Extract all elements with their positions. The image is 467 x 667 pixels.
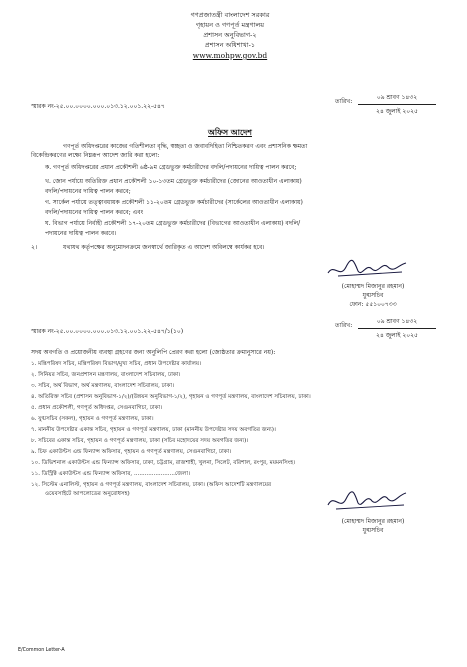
memo2-date-box	[358, 316, 436, 341]
paragraph2-number: ২।	[31, 244, 38, 251]
distribution-item-11: ১১. ডিস্ট্রিক্ট একাউন্টস এন্ড ফিন্যান্স অফিসার, .......................জেলা।	[31, 471, 190, 477]
distribution-item-12-line1: ১২. সিস্টেম এনালিস্ট, গৃহায়ন ও গণপূর্ত মন্ত্রণালয়, বাংলাদেশ সচিবালয়, ঢাকা। (অফিস আদেশটি মন্ত্রণালয়ের	[31, 482, 272, 488]
signature-2-scribble	[324, 485, 410, 515]
distribution-item-3: ৩. সচিব, অর্থ বিভাগ, অর্থ মন্ত্রণালয়, বাংলাদেশ সচিবালয়, ঢাকা।	[31, 383, 175, 389]
signature-1-scribble	[324, 255, 410, 281]
signature-1-phone: ফোন: ৫৫১০০৭৩৩	[349, 301, 397, 308]
letterhead-branch: প্রশাসন অধিশাখা-১	[204, 41, 256, 49]
distribution-item-12-line2: ওয়েবসাইটে আপলোডের অনুরোধসহ)	[45, 491, 130, 497]
letterhead-ministry: গৃহায়ন ও গণপূর্ত মন্ত্রণালয়	[195, 21, 265, 29]
memo1-date-label: তারিখ:	[335, 98, 353, 105]
memo2-date-english: ২৪ জুলাই ২০২৫	[376, 332, 418, 339]
distribution-item-6: ৬. যুগ্মসচিব (সকল), গৃহায়ন ও গণপূর্ত মন্ত্রণালয়, ঢাকা।	[31, 416, 154, 422]
memo1-date-bengali: ০৯ শ্রাবণ ১৪৩২	[358, 92, 436, 105]
signature-2-name: (মোহাম্মদ মিজানুর রহমান)	[341, 518, 405, 525]
signature-1-name: (মোহাম্মদ মিজানুর রহমান)	[341, 283, 405, 290]
memo1-date-box	[358, 92, 436, 117]
memo2-date-bengali: ০৯ শ্রাবণ ১৪৩২	[358, 316, 436, 329]
distribution-item-8: ৮. সচিবের একান্ত সচিব, গৃহায়ন ও গণপূর্ত মন্ত্রণালয়, ঢাকা (সচিব মহোদয়ের সদয় অবগতির জন্য)।	[31, 438, 249, 444]
distribution-heading: সদয় অবগতি ও প্রয়োজনীয় ব্যবস্থা গ্রহণের জন্য অনুলিপি প্রেরণ করা হলো (জ্যেষ্ঠতার ক্রমানুসারে নয়):	[31, 349, 276, 356]
distribution-item-9: ৯. চিফ একাউন্টস এন্ড ফিন্যান্স অফিসার, গৃহায়ন ও গণপূর্ত মন্ত্রণালয়, সেগুনবাগিচা, ঢাকা।	[31, 449, 232, 455]
office-order-item-ga-line1: গ. সার্কেল পর্যায়ে তত্ত্বাবধায়ক প্রকৌশলী ১১-২০তম গ্রেডভুক্ত কর্মচারীদের (সার্কেলের আওতাধীন এলাকায়)	[45, 199, 303, 206]
office-order-item-kha-line2: বদলি/পদায়নের দায়িত্ব পালন করবে;	[45, 188, 131, 195]
distribution-item-4: ৪. অতিরিক্ত সচিব (প্রশাসন অনুবিভাগ-১/২)/(উন্নয়ন অনুবিভাগ-১/২), গৃহায়ন ও গণপূর্ত মন্ত্রণালয়, বাংলাদেশ সচিবালয়, ঢাকা।	[31, 394, 311, 400]
distribution-item-5: ৫. প্রধান প্রকৌশলী, গণপূর্ত অধিদপ্তর, সেগুনবাগিচা, ঢাকা।	[31, 405, 163, 411]
office-order-item-kha-line1: খ. জোন পর্যায়ে অতিরিক্ত প্রধান প্রকৌশলী ১০-১৩তম গ্রেডভুক্ত কর্মচারীদের (জোনের আওতাধীন এলাকায়)	[45, 178, 302, 185]
memo1-date-english: ২৪ জুলাই ২০২৫	[376, 108, 418, 115]
footer-letter-code: E/Common Letter-A	[18, 648, 65, 653]
office-order-item-ka: ক. গণপূর্ত অধিদপ্তরের প্রধান প্রকৌশলী ৬ষ্ঠ-৯ম গ্রেডভুক্ত কর্মচারীদের বদলি/পদায়নের দায়িত্ব পালন করবে;	[45, 164, 297, 171]
office-order-intro-line2: বিকেন্দ্রিকরণের লক্ষ্যে নিম্নরূপ আদেশ জারি করা হলো:	[31, 152, 160, 159]
memo2-date-label: তারিখ:	[335, 322, 353, 329]
office-order-item-ga-line2: বদলি/পদায়নের দায়িত্ব পালন করবে; এবং	[45, 209, 144, 216]
signature-1-designation: যুগ্মসচিব	[362, 292, 384, 299]
office-order-intro-line1: গণপূর্ত অধিদপ্তরের কাজের গতিশীলতা বৃদ্ধি, স্বচ্ছতা ও জবাবদিহিতা নিশ্চিতকরণ এবং প্রশাসনিক ক্ষমতা	[63, 143, 308, 150]
memo1-reference-number: স্মারক নং-২৫.০০.০০০০.০০০.০১৩.১২.০০১.২২-৫৪৭	[31, 103, 165, 110]
letterhead-government: গণপ্রজাতন্ত্রী বাংলাদেশ সরকার	[190, 11, 270, 19]
office-order-item-gha-line2: পদায়নের দায়িত্ব পালন করবে।	[45, 230, 117, 237]
signature-2-designation: যুগ্মসচিব	[362, 527, 384, 534]
office-order-item-gha-line1: ঘ. বিভাগ পর্যায়ে নির্বাহী প্রকৌশলী ১৭-২০তম গ্রেডভুক্ত কর্মচারীদের (বিভাগের আওতাধীন এলাকায়) বদলি/	[45, 220, 301, 227]
memo2-reference-number: স্মারক নং-২৫.০০.০০০০.০০০.০১৩.১২.০০১.২২-৫৪৭/১(১০)	[31, 328, 184, 335]
letterhead-website-link[interactable]: www.mohpw.gov.bd	[192, 51, 268, 60]
distribution-item-2: ২. সিনিয়র সচিব, জনপ্রশাসন মন্ত্রণালয়, বাংলাদেশ সচিবালয়, ঢাকা।	[31, 372, 181, 378]
distribution-item-10: ১০. ডিভিশনাল একাউন্টস এন্ড ফিন্যান্স অফিসার, ঢাকা, চট্টগ্রাম, রাজশাহী, খুলনা, সিলেট, বরিশাল, রংপুর, ময়মনসিংহ।	[31, 460, 296, 466]
office-order-title: অফিস আদেশ	[208, 127, 252, 137]
letterhead-division: প্রশাসন অনুবিভাগ-২	[203, 31, 257, 39]
paragraph2-text: যথাযথ কর্তৃপক্ষের অনুমোদনক্রমে জনস্বার্থে জারিকৃত এ আদেশ অবিলম্বে কার্যকর হবে।	[63, 244, 265, 251]
distribution-item-7: ৭. মাননীয় উপদেষ্টার একান্ত সচিব, গৃহায়ন ও গণপূর্ত মন্ত্রণালয়, ঢাকা (মাননীয় উপদেষ্টার সদয় অবগতির জন্য)।	[31, 427, 276, 433]
distribution-item-1: ১. মন্ত্রিপরিষদ সচিব, মন্ত্রিপরিষদ বিভাগ/মুখ্য সচিব, প্রধান উপদেষ্টার কার্যালয়।	[31, 361, 202, 367]
